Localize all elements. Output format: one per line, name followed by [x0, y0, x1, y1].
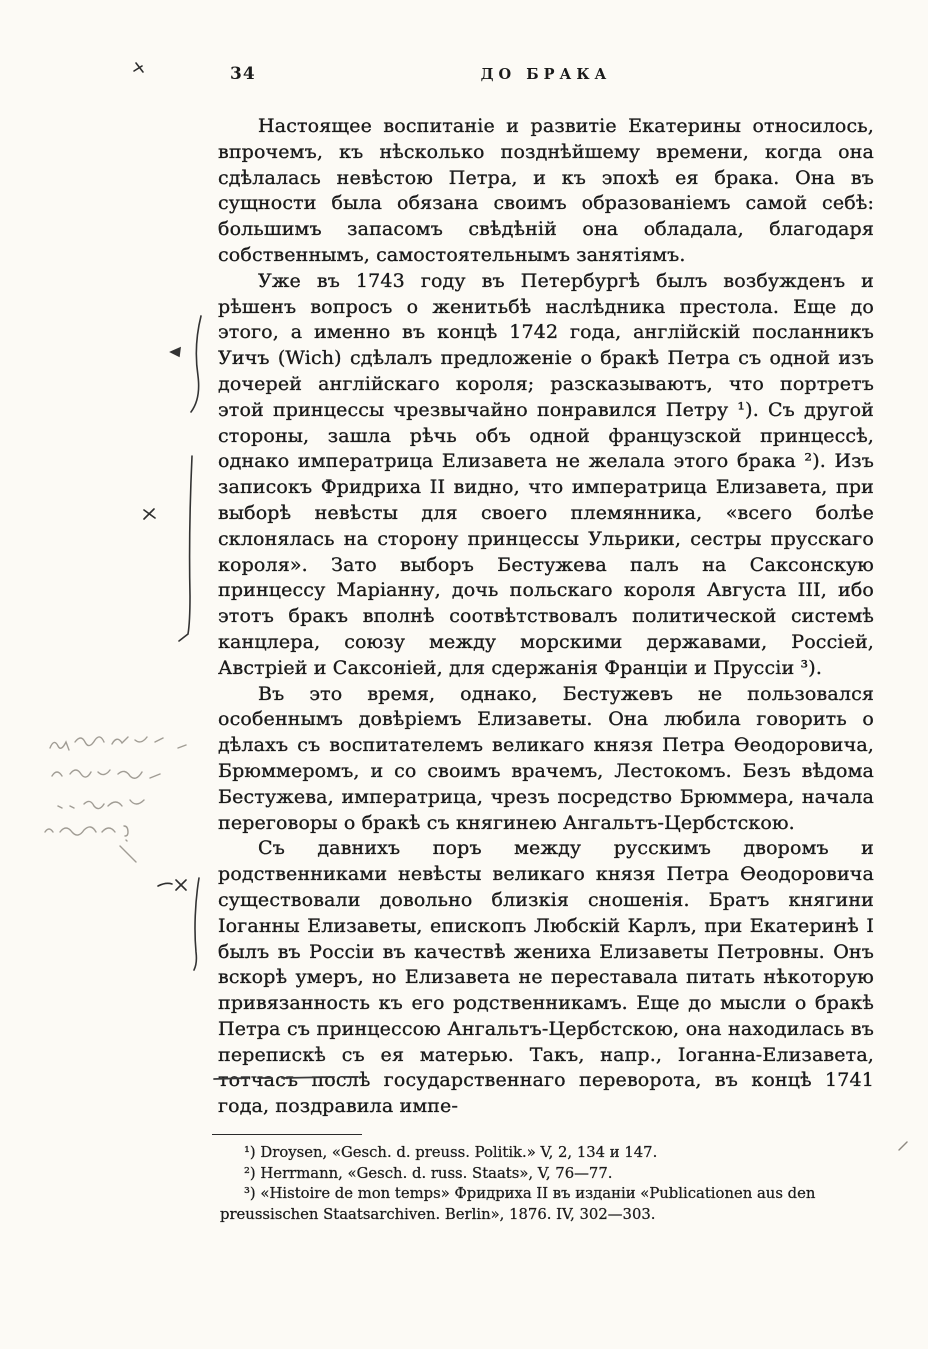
running-header: [218, 58, 874, 114]
margin-bracket-2: [179, 456, 192, 641]
paragraph-4: Съ давнихъ поръ между русскимъ дворомъ и родственниками невѣсты великаго князя Петра Ѳеодоровича существовали довольно близкія сношенія. Братъ княгини Іоганны Елизаветы, епископъ Любскій Карлъ, при Екатеринѣ I былъ въ Россіи въ качествѣ жениха Елизаветы Петровны. Онъ вскорѣ умеръ, но Елизавета не переставала питать нѣкоторую привязанность къ его родственникамъ. Еще до мысли о бракѣ Петра съ принцессою Ангальтъ-Цербстскою, она находилась въ перепискѣ съ ея матерью. Такъ, напр., Іоганна-Елизавета, тотчасъ послѣ государственнаго переворота, въ концѣ 1741 года, поздравила импе-: [218, 837, 874, 1118]
margin-bracket-1: [171, 316, 201, 412]
margin-tick-footnote: [899, 1142, 907, 1150]
footnote-3: ³) «Histoire de mon temps» Фридриха II въ изданіи «Publicationen aus den preussischen Staatsarchiven. Berlin», 1876. IV, 302—303.: [220, 1185, 816, 1223]
paragraph-2: Уже въ 1743 году въ Петербургѣ былъ возбужденъ и рѣшенъ вопросъ о женитьбѣ наслѣдника престола. Еще до этого, а именно въ концѣ 1742 года, англійскій посланникъ Уичъ (Wich) сдѣлалъ предложеніе о бракѣ Петра съ одной изъ дочерей англійскаго короля; разсказываютъ, что портретъ этой принцессы чрезвычайно понравился Петру ¹). Съ другой стороны, зашла рѣчь объ одной французской принцессѣ, однако императрица Елизавета не желала этого брака ²). Изъ записокъ Фридриха II видно, что императрица Елизавета, при выборѣ невѣсты для своего племянника, «всего болѣе склонялась на сторону принцессы Ульрики, сестры прусскаго короля». Зато выборъ Бестужева палъ на Саксонскую принцессу Маріанну, дочь польскаго короля Августа III, ибо этотъ бракъ вполнѣ соотвѣтствовалъ политической системѣ канцлера, союзу между морскими державами, Россіей, Австріей и Саксоніей, для сдержанія Франціи и Пруссіи ³).: [218, 269, 874, 679]
footnote-separator-rule: [212, 1134, 362, 1135]
margin-check-mark-top: [134, 63, 143, 72]
paragraph-1: Настоящее воспитаніе и развитіе Екатерины относилось, впрочемъ, къ нѣсколько позднѣйшему времени, когда она сдѣлалась невѣстою Петра, и къ эпохѣ ея брака. Она въ сущности была обязана своимъ образованіемъ самой себѣ: большимъ запасомъ свѣдѣній она обладала, благодаря собственнымъ, самостоятельнымъ занятіямъ.: [218, 115, 874, 266]
margin-arrow-x-mark: [158, 880, 186, 890]
margin-x-mark-1: [144, 509, 155, 519]
page-number: 34: [230, 64, 256, 84]
body-text: [218, 114, 874, 1120]
margin-bracket-3: [194, 878, 199, 970]
text-block: [218, 58, 874, 1225]
paragraph-3: Въ это время, однако, Бестужевъ не пользовался особеннымъ довѣріемъ Елизаветы. Она любила говорить о дѣлахъ съ воспитателемъ великаго князя Петра Ѳеодоровича, Брюммеромъ, и со своимъ врачемъ, Лестокомъ. Безъ вѣдома Бестужева, императрица, чрезъ посредство Брюммера, начала переговоры о бракѣ съ княгинею Ангальтъ-Цербстскою.: [218, 682, 874, 834]
footnote-1: ¹) Droysen, «Gesch. d. preuss. Politik.» V, 2, 134 и 147.: [244, 1144, 658, 1162]
footnotes: [218, 1143, 874, 1225]
footnote-2: ²) Herrmann, «Gesch. d. russ. Staats», V, 76—77.: [244, 1164, 613, 1182]
handwritten-pencil-note: [45, 737, 186, 862]
running-title: ДО БРАКА: [480, 66, 612, 83]
